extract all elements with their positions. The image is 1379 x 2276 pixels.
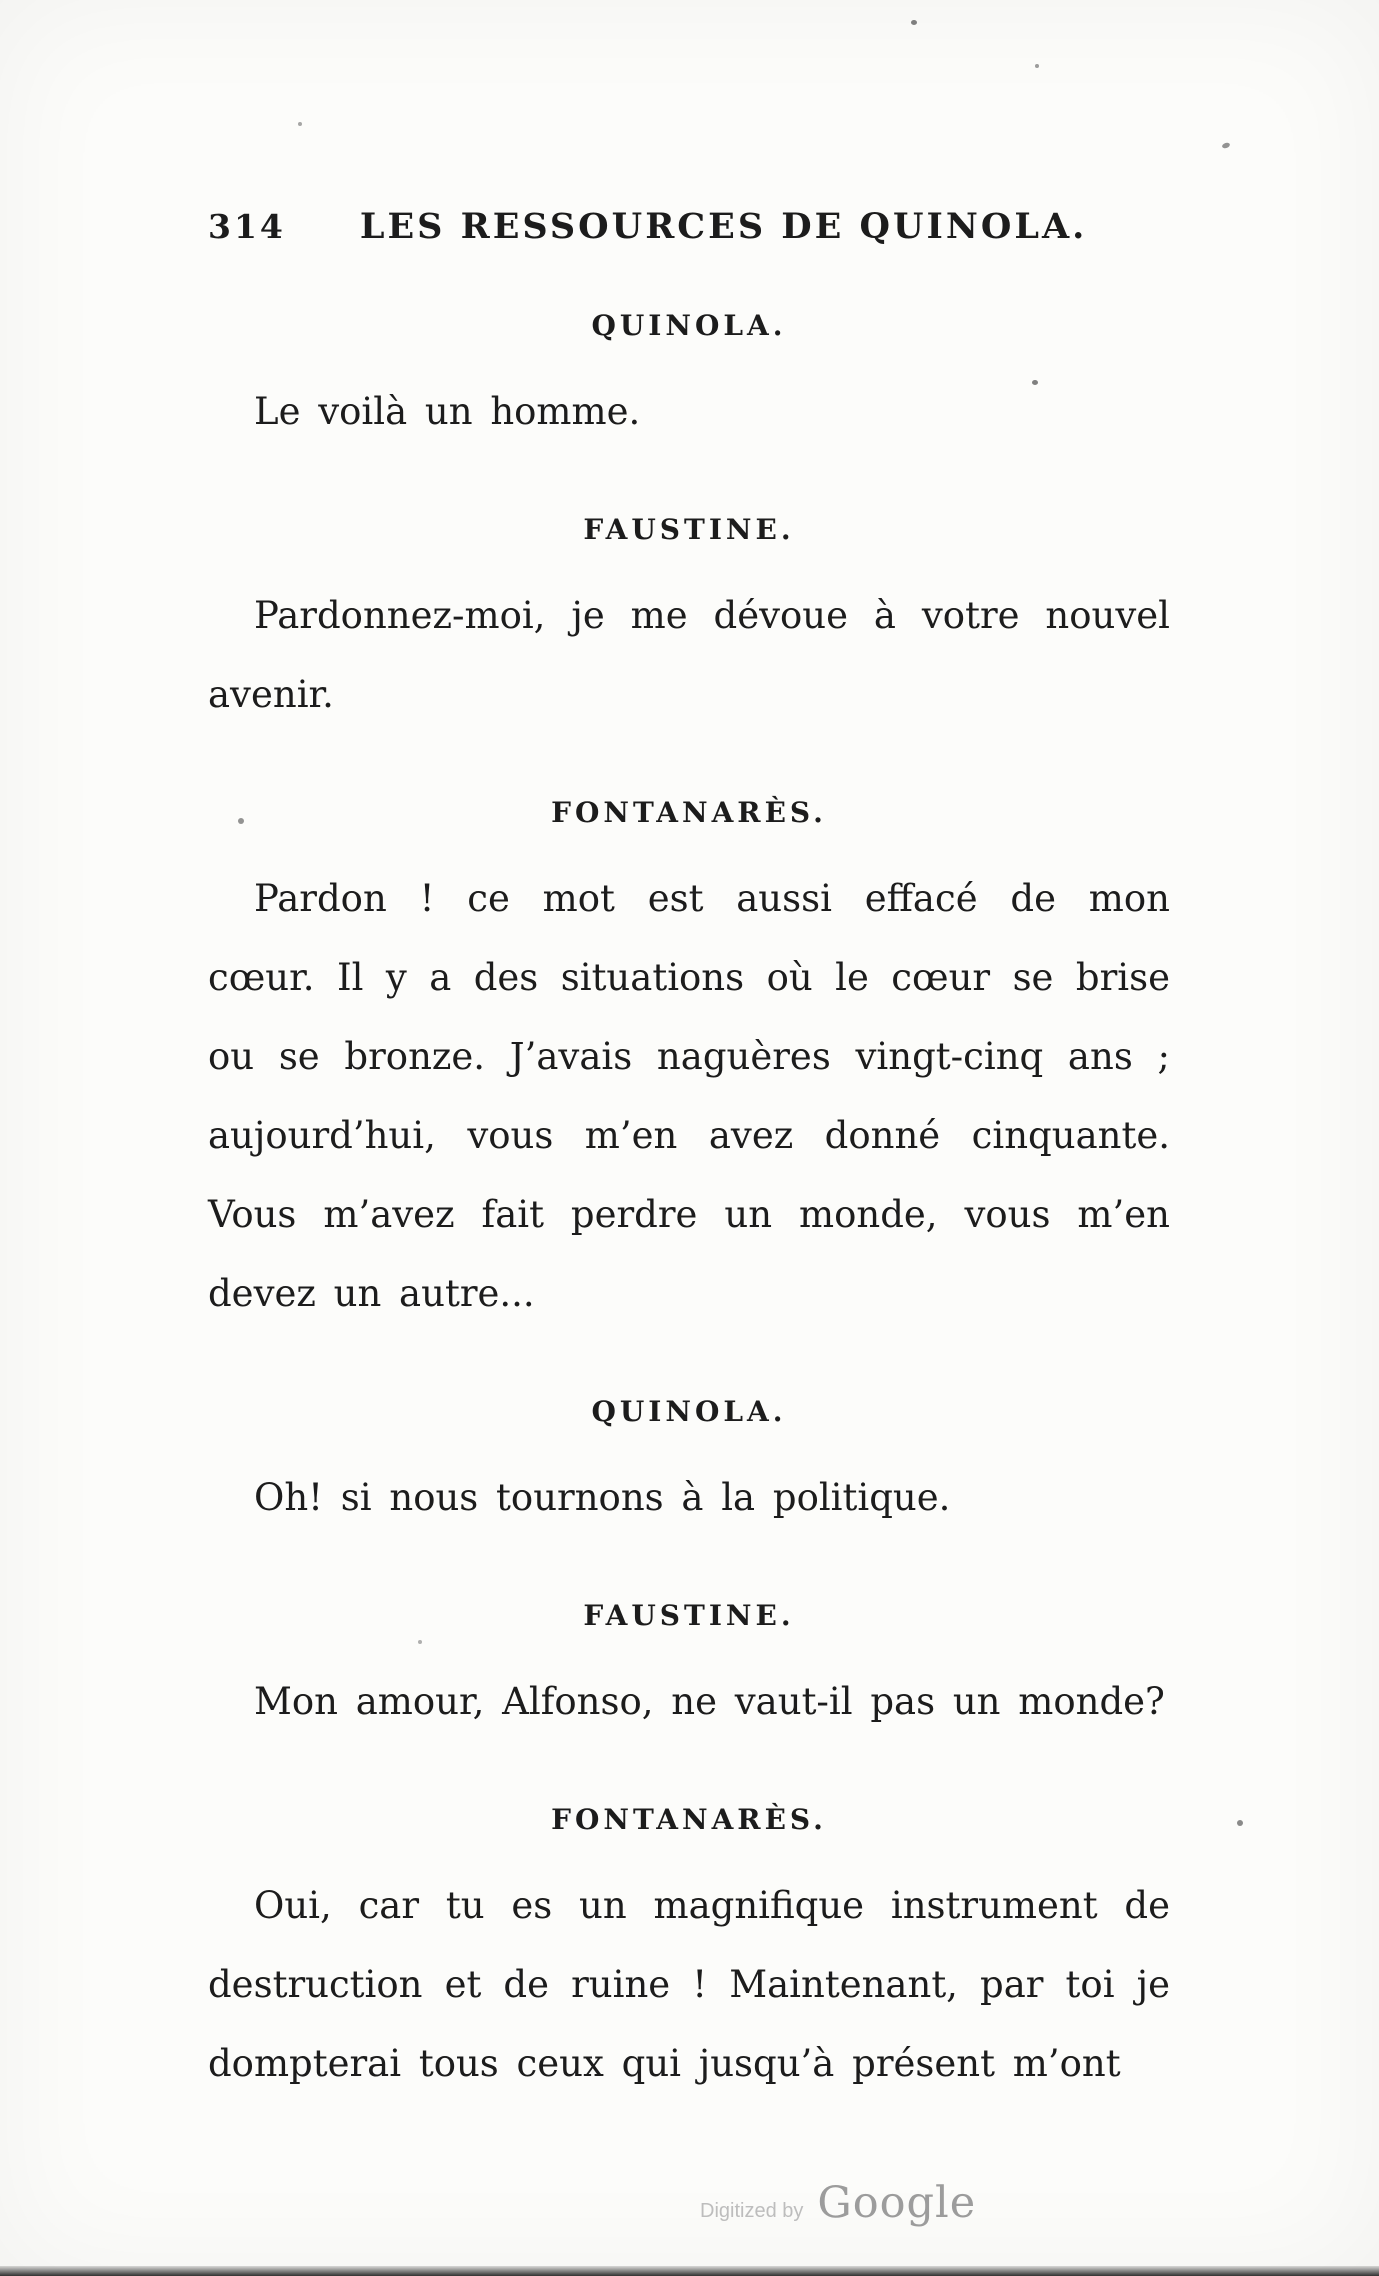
dialogue-paragraph: Oui, car tu es un magnifique instrument de destruction et de ruine ! Maintenant, par toi je dompterai tous ceux qui jusqu’à présent m’ont <box>208 1884 1170 2085</box>
scan-speck <box>1035 64 1039 68</box>
speaker-heading: FONTANARÈS. <box>551 1803 827 1836</box>
scan-speck <box>238 818 244 824</box>
dialogue-paragraph: Mon amour, Alfonso, ne vaut-il pas un monde? <box>254 1680 1165 1723</box>
scan-speck <box>1221 142 1230 149</box>
scan-speck <box>1237 1820 1243 1826</box>
running-head <box>208 206 1170 247</box>
dialogue-paragraph: Le voilà un homme. <box>254 390 641 433</box>
scan-speck <box>1032 380 1038 385</box>
scan-speck <box>298 122 302 126</box>
play-text <box>208 309 1170 2103</box>
page-number: 314 <box>208 207 286 246</box>
scan-speck <box>911 20 917 25</box>
digitized-by-label: Digitized by <box>700 2200 804 2222</box>
speaker-heading: FAUSTINE. <box>583 513 795 546</box>
running-title: LES RESSOURCES DE QUINOLA. <box>359 206 1088 247</box>
google-logo: Google <box>817 2178 977 2228</box>
speaker-heading: QUINOLA. <box>591 1395 787 1428</box>
dialogue-paragraph: Pardonnez-moi, je me dévoue à votre nouvel avenir. <box>208 594 1170 716</box>
speaker-heading: QUINOLA. <box>591 309 787 342</box>
digitization-watermark <box>700 2178 976 2228</box>
speaker-heading: FAUSTINE. <box>583 1599 795 1632</box>
scan-speck <box>418 1640 422 1644</box>
dialogue-paragraph: Oh! si nous tournons à la politique. <box>254 1476 951 1519</box>
dialogue-paragraph: Pardon ! ce mot est aussi effacé de mon cœur. Il y a des situations où le cœur se brise ou se bronze. J’avais naguères vingt-cinq ans ; aujourd’hui, vous m’en avez donné cinquante. Vous m’avez fait perdre un monde, vous m’en devez un autre... <box>208 877 1170 1315</box>
speaker-heading: FONTANARÈS. <box>551 796 827 829</box>
scan-bottom-edge <box>0 2266 1379 2276</box>
